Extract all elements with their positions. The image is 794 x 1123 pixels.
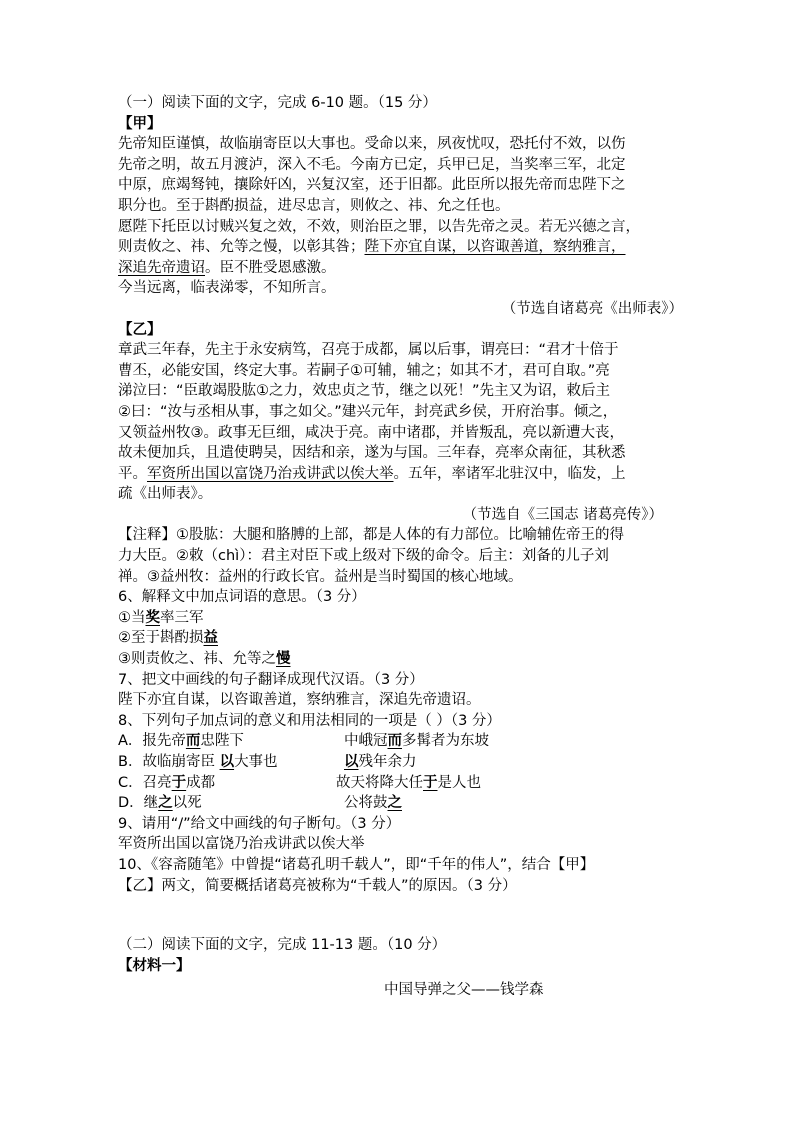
yi-line: ②曰：“汝与丞相从事，事之如父。”建兴元年，封亮武乡侯，开府治事。倾之， bbox=[118, 403, 618, 420]
dotted-word: 之 bbox=[387, 795, 402, 812]
q8-text: 多髯者为东坡 bbox=[402, 733, 489, 750]
q8-text: D．继 bbox=[118, 795, 159, 812]
yi-line: 又领益州牧③。政事无巨细，咸决于亮。南中诸郡，并皆叛乱，亮以新遭大丧， bbox=[118, 424, 624, 441]
question-10-cont: 【乙】两文，简要概括诸葛亮被称为“千载人”的原因。（3 分） bbox=[118, 877, 517, 894]
underlined-sentence: 陛下亦宜自谋，以咨诹善道，察纳雅言， bbox=[364, 239, 626, 256]
q8-text: 故天将降大任 bbox=[336, 774, 423, 791]
question-7: 7、把文中画线的句子翻译成现代汉语。（3 分） bbox=[118, 671, 424, 688]
jia-line: 今当远离，临表涕零，不知所言。 bbox=[118, 280, 336, 297]
section2-heading: （二）阅读下面的文字，完成 11-13 题。（10 分） bbox=[118, 937, 447, 954]
jia-text: 。臣不胜受恩感激。 bbox=[205, 259, 336, 276]
q6-item bbox=[118, 608, 683, 629]
q8-text: 成都 bbox=[186, 774, 216, 791]
q8-text: 残年余力 bbox=[358, 754, 417, 770]
yi-passage bbox=[118, 340, 683, 525]
q8-text: 是人也 bbox=[437, 774, 481, 791]
dotted-word: 于 bbox=[423, 774, 438, 791]
spacer bbox=[118, 916, 683, 935]
q7-sentence: 陛下亦宜自谋，以咨诹善道，察纳雅言，深追先帝遗诏。 bbox=[118, 692, 481, 709]
q8-text: 忠陛下 bbox=[200, 733, 244, 750]
jia-line bbox=[118, 258, 683, 279]
dotted-word: 而 bbox=[387, 733, 402, 750]
spacer bbox=[118, 896, 683, 916]
q8-text: 公将鼓 bbox=[344, 795, 388, 812]
yi-text: 。五年，率诸军北驻汉中，临发，上 bbox=[393, 465, 626, 482]
jia-source: （节选自诸葛亮《出师表》） bbox=[501, 300, 683, 317]
question-8: 8、下列句子加点词的意义和用法相同的一项是（ ）（3 分） bbox=[118, 712, 501, 729]
question-10: 10、《容斋随笔》中曾提“诸葛孔明千载人”，即“千年的伟人”，结合【甲】 bbox=[118, 856, 595, 873]
jia-line: 先帝知臣谨慎，故临崩寄臣以大事也。受命以来，夙夜忧叹，恐托付不效，以伤 bbox=[118, 136, 626, 153]
q8-text: 以死 bbox=[172, 795, 202, 812]
q8-text: 大事也 bbox=[234, 754, 278, 770]
underlined-sentence: 深追先帝遗诏 bbox=[118, 259, 205, 276]
jia-label: 【甲】 bbox=[118, 115, 162, 132]
jia-line: 先帝之明，故五月渡泸，深入不毛。今南方已定，兵甲已足，当奖率三军，北定 bbox=[118, 156, 626, 173]
yi-line: 曹丕，必能安国，终定大事。若嗣子①可辅，辅之；如其不才，君可自取。”亮 bbox=[118, 362, 610, 379]
dotted-word: 以 bbox=[344, 754, 359, 770]
q8-text: C．召亮 bbox=[118, 774, 172, 791]
yi-line bbox=[118, 464, 683, 485]
underlined-sentence: 军资所出国以富饶乃治戎讲武以俟大举 bbox=[147, 465, 394, 482]
jia-line: 职分也。至于斟酌损益，进尽忠言，则攸之、祎、允之任也。 bbox=[118, 197, 510, 214]
yi-text: 平。 bbox=[118, 465, 147, 482]
exam-page bbox=[118, 93, 683, 1001]
q8-option bbox=[118, 793, 683, 814]
jia-line: 愿陛下托臣以讨贼兴复之效，不效，则治臣之罪，以告先帝之灵。若无兴德之言， bbox=[118, 218, 640, 235]
q8-text: 中峨冠 bbox=[344, 733, 388, 750]
note-line: 【注释】①股肱：大腿和胳膊的上部，都是人体的有力部位。比喻辅佐帝王的得 bbox=[118, 527, 624, 544]
yi-line: 疏《出师表》。 bbox=[118, 486, 213, 503]
q6-item bbox=[118, 649, 683, 670]
note-line: 力大臣。②敕（chì）：君主对臣下或上级对下级的命令。后主：刘备的儿子刘 bbox=[118, 548, 609, 565]
yi-line: 涕泣曰：“臣敢竭股肱①之力，效忠贞之节，继之以死！”先主又为诏，敕后主 bbox=[118, 383, 611, 400]
q6-text: 率三军 bbox=[160, 609, 204, 626]
yi-line: 章武三年春，先主于永安病笃，召亮于成都，属以后事，谓亮曰：“君才十倍于 bbox=[118, 342, 619, 359]
yi-source: （节选自《三国志 诸葛亮传》） bbox=[462, 506, 663, 523]
material-title: 中国导弹之父——钱学森 bbox=[384, 982, 544, 999]
dotted-word: 奖 bbox=[145, 609, 160, 626]
dotted-word: 而 bbox=[185, 733, 201, 750]
jia-text: 则责攸之、祎、允等之慢，以彰其咎； bbox=[118, 239, 365, 256]
q8-text: B．故临崩寄臣 bbox=[118, 754, 220, 770]
material-label: 【材料一】 bbox=[118, 957, 191, 974]
question-6: 6、解释文中加点词语的意思。（3 分） bbox=[118, 589, 366, 606]
yi-line: 故未便加兵，且遣使聘吴，因结和亲，遂为与国。三年春，亮率众南征，其秋悉 bbox=[118, 445, 626, 462]
section1-heading: （一）阅读下面的文字，完成 6-10 题。（15 分） bbox=[118, 95, 437, 111]
dotted-word: 于 bbox=[171, 774, 187, 791]
q9-sentence: 军资所出国以富饶乃治戎讲武以俟大举 bbox=[118, 836, 365, 853]
q8-option bbox=[118, 752, 683, 773]
notes bbox=[118, 525, 683, 587]
q6-text: ①当 bbox=[118, 609, 146, 626]
jia-line bbox=[118, 237, 683, 258]
q6-text: ②至于斟酌损 bbox=[118, 630, 204, 647]
yi-label: 【乙】 bbox=[118, 321, 162, 338]
note-line: 禅。③益州牧：益州的行政长官。益州是当时蜀国的核心地域。 bbox=[118, 568, 523, 585]
q8-option bbox=[118, 731, 683, 752]
q6-item bbox=[118, 628, 683, 649]
q8-text: A．报先帝 bbox=[118, 733, 186, 750]
jia-line: 中原，庶竭驽钝，攘除奸凶，兴复汉室，还于旧都。此臣所以报先帝而忠陛下之 bbox=[118, 177, 626, 194]
dotted-word: 以 bbox=[219, 754, 235, 770]
q6-text: ③则责攸之、祎、允等之 bbox=[118, 651, 276, 668]
q8-option bbox=[118, 773, 683, 794]
dotted-word: 益 bbox=[203, 630, 218, 647]
dotted-word: 慢 bbox=[276, 651, 291, 668]
jia-passage bbox=[118, 134, 683, 319]
dotted-word: 之 bbox=[158, 795, 173, 812]
question-9: 9、请用“/”给文中画线的句子断句。（3 分） bbox=[118, 815, 401, 832]
